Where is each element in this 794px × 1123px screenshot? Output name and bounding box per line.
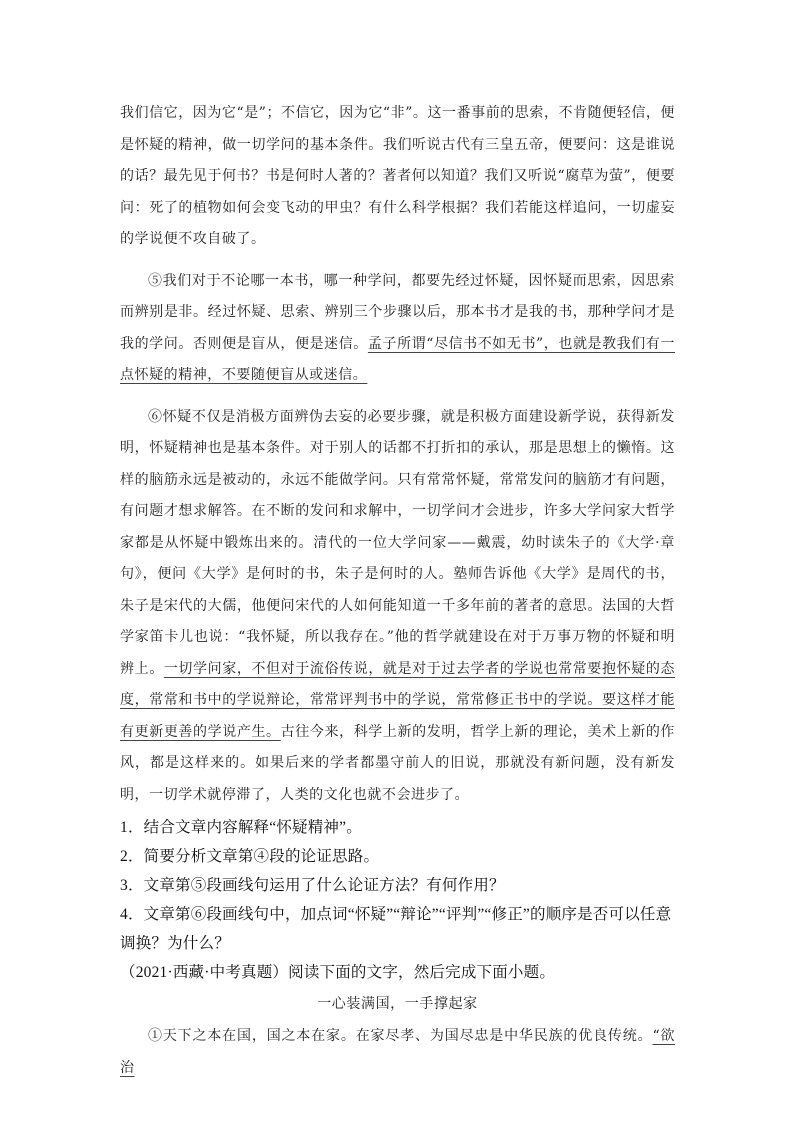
- paragraph-5-underlined-sentence: 孟子所谓“尽信书不如无书”，也就是教我们有一点怀疑的精神，不要随便盲从或迷信。: [120, 335, 675, 383]
- article-2-paragraph-1-text: ①天下之本在国，国之本在家。在家尽孝、为国尽忠是中华民族的优良传统。: [148, 1028, 653, 1044]
- question-1: 1．结合文章内容解释“怀疑精神”。: [120, 819, 362, 836]
- question-4: 4．文章第⑥段画线句中，加点词“怀疑”“辩论”“评判”“修正”的顺序是否可以任意调换？为什么？: [120, 906, 672, 952]
- article-2-paragraph-1-underlined: “欲治: [120, 1028, 675, 1076]
- exam-source-line: （2021·西藏·中考真题）阅读下面的文字，然后完成下面小题。: [120, 964, 556, 981]
- article-paragraph-6: [120, 402, 675, 812]
- paragraph-5-text: ⑤我们对于不论哪一本书，哪一种学问，都要先经过怀疑，因怀疑而思索，因思索而辨别是非。经过怀疑、思索、辨别三个步骤以后，那本书才是我的书，那种学问才是我的学问。否则便是盲从，便是迷信。: [120, 272, 675, 352]
- question-2: 2．简要分析文章第④段的论证思路。: [120, 848, 380, 865]
- article-paragraph-4-continued: 我们信它，因为它“是”；不信它，因为它“非”。这一番事前的思索，不肯随便轻信，便是怀疑的精神，做一切学问的基本条件。我们听说古代有三皇五帝，便要问：这是谁说的话？最先见于何书？书是何时人著的？著者何以知道？我们又听说“腐草为萤”，便要问：死了的植物如何会变飞动的甲虫？有什么科学根据？我们若能这样追问，一切虚妄的学说便不攻自破了。: [120, 105, 675, 247]
- article-2-title: 一心装满国，一手撑起家: [317, 996, 478, 1012]
- article-2-paragraph-1: [120, 1021, 675, 1084]
- paragraph-6-text: ⑥怀疑不仅是消极方面辨伪去妄的必要步骤，就是积极方面建设新学说，获得新发明，怀疑精神也是基本条件。对于别人的话都不打折扣的承认，那是思想上的懒惰。这样的脑筋永远是被动的，永远不能做学问。只有常常怀疑，常常发问的脑筋才有问题，有问题才想求解答。在不断的发问和求解中，一切学问才会进步，许多大学问家大哲学家都是从怀疑中锻炼出来的。清代的一位大学问家——戴震，幼时读朱子的《大学·章句》，便问《大学》是何时的书，朱子是何时的人。塾师告诉他《大学》是周代的书，朱子是宋代的大儒，他便问宋代的人如何能知道一千多年前的著者的意思。法国的大哲学家笛卡儿也说：“我怀疑，所以我存在。”他的哲学就建设在对于万事万物的怀疑和明辨上。: [120, 408, 675, 677]
- article-paragraph-5: [120, 266, 675, 392]
- content-column: [120, 98, 675, 1084]
- question-3: 3．文章第⑤段画线句运用了什么论证方法？有何作用？: [120, 877, 505, 894]
- paragraph-6-underlined-sentence: 一切学问家，不但对于流俗传说，就是对于过去学者的学说也常常要抱怀疑的态度，常常和书中的学说辩论，常常评判书中的学说，常常修正书中的学说。要这样才能有更新更善的学说产生。: [120, 660, 675, 740]
- paragraph-6-conclusion: 古往今来，科学上新的发明，哲学上新的理论，美术上新的作风，都是这样来的。如果后来的学者都墨守前人的旧说，那就没有新问题，没有新发明，一切学术就停滞了，人类的文化也就不会进步了。: [120, 723, 675, 803]
